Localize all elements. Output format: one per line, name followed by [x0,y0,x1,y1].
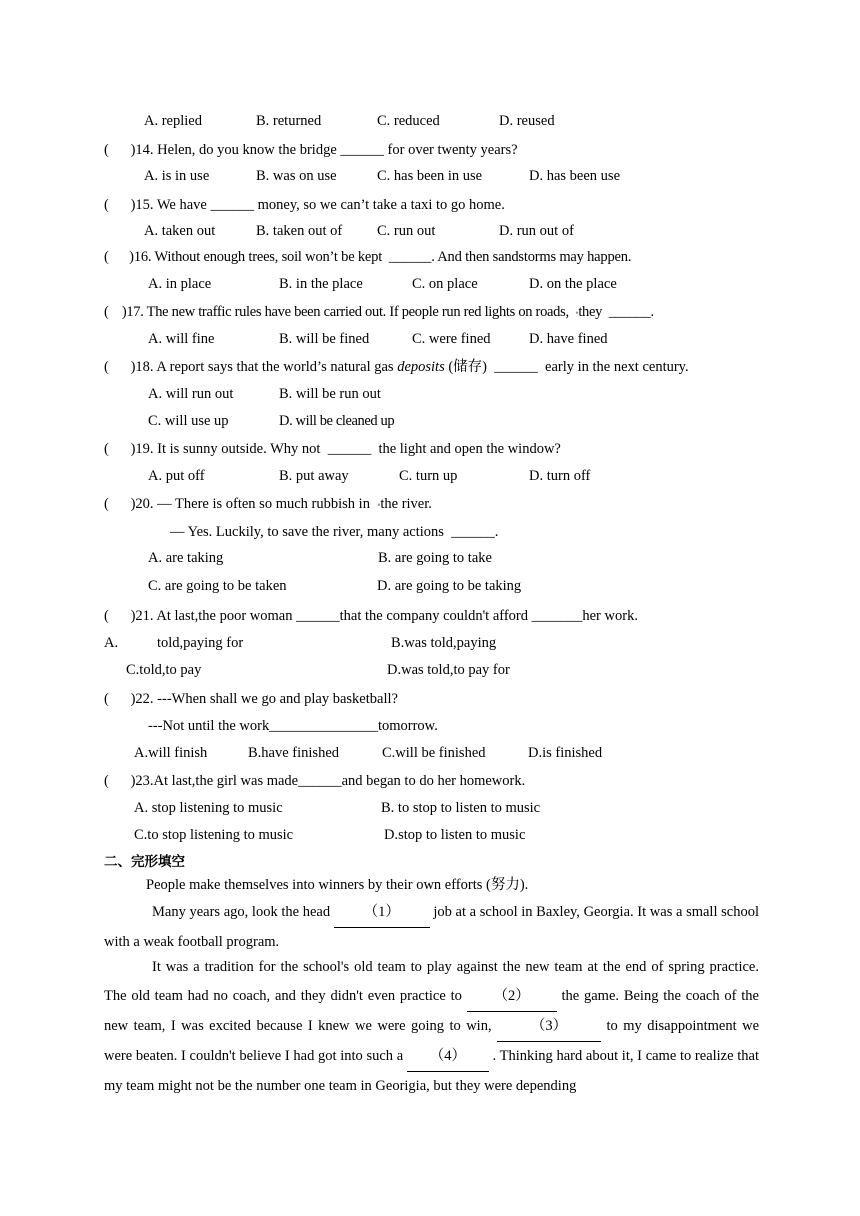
q13-option-a: A. replied [144,113,202,129]
cloze-blank-1: （1） [334,898,430,928]
q22-question: ( )22. ---When shall we go and play basketball? [104,691,398,707]
q19-option-c: C. turn up [399,468,458,484]
q14-option-c: C. has been in use [377,168,483,184]
q18-option-a: A. will run out [148,386,234,402]
q23-option-c: C.to stop listening to music [134,827,294,843]
answer-paren: ( ) [104,249,134,265]
q16-option-a: A. in place [148,276,212,292]
q23-question: ( )23.At last,the girl was made______and began to do her homework. [104,773,526,789]
q22-option-c: C.will be finished [382,745,486,761]
term-deposits: deposits [397,359,445,375]
q17-option-b: B. will be fined [279,331,370,347]
section-heading: 二、完形填空 [104,854,185,870]
q15-option-a: A. taken out [144,223,216,239]
q13-option-d: D. reused [499,113,555,129]
q21-option-a-letter: A. [104,635,119,651]
passage-paragraph-1: Many years ago, look the head （1） job at a school in Baxley, Georgia. It was a small school with a weak football program. [104,898,759,957]
q21-option-a: told,paying for [157,635,244,651]
q16-option-c: C. on place [412,276,478,292]
q23-option-d: D.stop to listen to music [384,827,526,843]
cloze-blank-2: （2） [467,982,557,1012]
answer-blank: _______________ [269,718,378,734]
q15-question: ( )15. We have ______ money, so we can’t take a taxi to go home. [104,197,505,213]
q20-option-d: D. are going to be taking [377,578,522,594]
q15-option-c: C. run out [377,223,436,239]
answer-blank: ______ [451,524,495,540]
margin-mark-icon: • [377,500,381,510]
q16-question: ( )16. Without enough trees, soil won’t be kept ______. And then sandstorms may happen. [104,249,632,265]
q22-option-d: D.is finished [528,745,603,761]
q20-option-b: B. are going to take [378,550,492,566]
answer-blank: ______ [388,249,432,265]
q18-option-d: D. will be cleaned up [279,413,395,429]
answer-paren: ( ) [104,441,136,457]
cloze-blank-4: （4） [407,1042,489,1072]
answer-blank: ______ [608,304,651,320]
answer-paren: ( ) [104,304,127,320]
q13-option-b: B. returned [256,113,322,129]
q22-line2: ---Not until the work_______________tomorrow. [148,718,438,734]
answer-blank: _______ [531,608,583,624]
answer-paren: ( ) [104,608,136,624]
q23-option-b: B. to stop to listen to music [381,800,541,816]
q21-option-d: D.was told,to pay for [387,662,510,678]
answer-blank: ______ [210,197,254,213]
q22-option-a: A.will finish [134,745,208,761]
q14-option-d: D. has been use [529,168,621,184]
q17-option-d: D. have fined [529,331,608,347]
q14-option-b: B. was on use [256,168,337,184]
answer-paren: ( ) [104,197,136,213]
q19-question: ( )19. It is sunny outside. Why not ______ the light and open the window? [104,441,561,457]
q18-question: ( )18. A report says that the world’s natural gas deposits (储存) ______ early in the next century. [104,359,689,375]
answer-paren: ( ) [104,773,136,789]
margin-mark-icon: • [575,308,579,318]
q19-option-b: B. put away [279,468,349,484]
answer-paren: ( ) [104,142,136,158]
answer-blank: ______ [340,142,384,158]
answer-paren: ( ) [104,496,136,512]
cloze-blank-3: （3） [497,1012,601,1042]
answer-paren: ( ) [104,691,136,707]
q21-option-b: B.was told,paying [391,635,497,651]
q20-line2: — Yes. Luckily, to save the river, many actions ______. [170,524,499,540]
q19-option-d: D. turn off [529,468,591,484]
q13-option-c: C. reduced [377,113,440,129]
q17-question: ( )17. The new traffic rules have been carried out. If people run red lights on roads, •they ______. [104,304,654,320]
q15-option-b: B. taken out of [256,223,343,239]
answer-blank: ______ [494,359,538,375]
answer-blank: ______ [296,608,340,624]
passage-title: People make themselves into winners by their own efforts (努力). [146,877,529,893]
q14-option-a: A. is in use [144,168,210,184]
q17-option-c: C. were fined [412,331,491,347]
q17-option-a: A. will fine [148,331,215,347]
q16-option-d: D. on the place [529,276,617,292]
q19-option-a: A. put off [148,468,205,484]
q16-option-b: B. in the place [279,276,363,292]
q22-option-b: B.have finished [248,745,340,761]
q20-option-c: C. are going to be taken [148,578,287,594]
q18-option-b: B. will be run out [279,386,381,402]
q20-question: ( )20. — There is often so much rubbish in •the river. [104,496,432,512]
q14-question: ( )14. Helen, do you know the bridge ______ for over twenty years? [104,142,518,158]
answer-blank: ______ [327,441,372,457]
q23-option-a: A. stop listening to music [134,800,283,816]
answer-paren: ( ) [104,359,136,375]
passage-paragraph-2: It was a tradition for the school's old team to play against the new team at the end of spring practice. The old team had no coach, and they didn't even practice to （2） the game. Being the coach of the new team, I was excited because I knew we were going to win, （3） to my disappointment we were beaten. I couldn't believe I had got into such a （4） . Thinking hard about it, I came to realize that my team might not be the number one team in Georigia, but they were depending [104,959,759,1094]
q18-option-c: C. will use up [148,413,229,429]
answer-blank: ______ [298,773,342,789]
q21-question: ( )21. At last,the poor woman ______that the company couldn't afford _______her work. [104,608,638,624]
q21-option-c: C.told,to pay [126,662,202,678]
q15-option-d: D. run out of [499,223,574,239]
q20-option-a: A. are taking [148,550,224,566]
